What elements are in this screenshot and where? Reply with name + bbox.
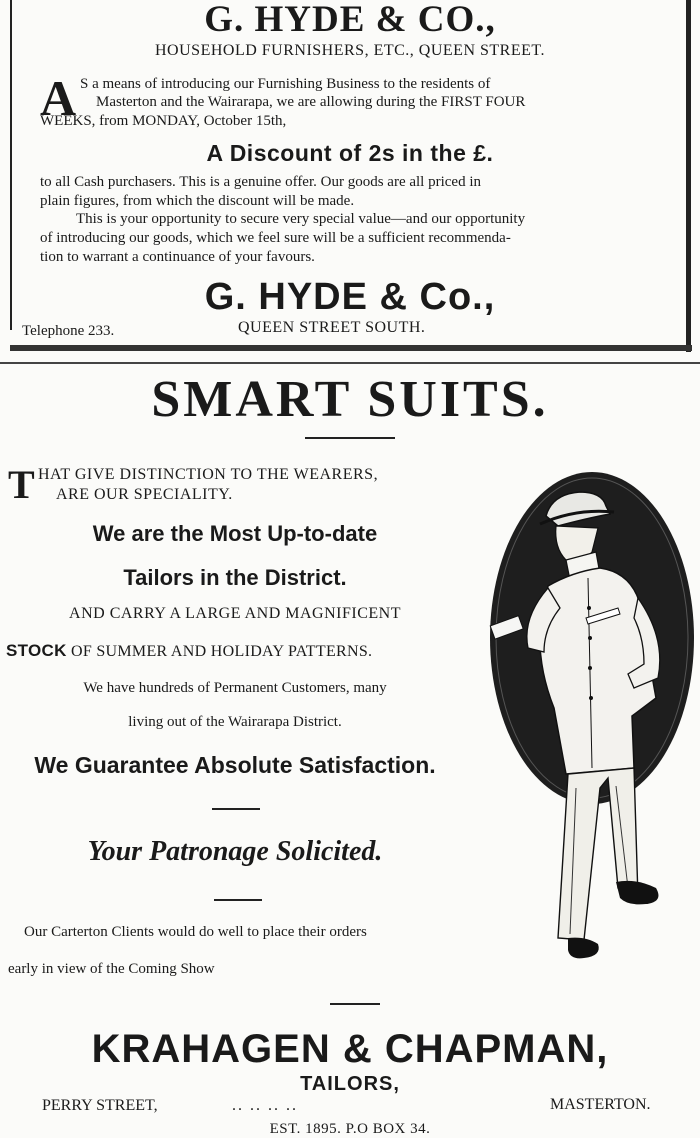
divider-rule bbox=[212, 808, 260, 810]
hyde-intro-line-1: S a means of introducing our Furnishing Business to the residents of bbox=[80, 76, 491, 92]
most-up-to-date-line: We are the Most Up-to-date bbox=[92, 521, 378, 546]
leader-dots: .. .. .. .. bbox=[232, 1097, 298, 1114]
hyde-address: QUEEN STREET SOUTH. bbox=[238, 319, 426, 336]
hyde-discount-heading: A Discount of 2s in the £. bbox=[206, 140, 494, 166]
hyde-opportunity-line-1: This is your opportunity to secure very special value—and our opportunity bbox=[76, 211, 526, 227]
page-divider bbox=[0, 362, 700, 364]
hyde-intro-line-2: Masterton and the Wairarapa, we are allowing during the FIRST FOUR bbox=[96, 94, 526, 110]
stock-word: STOCK bbox=[6, 641, 67, 660]
divider-rule bbox=[305, 437, 395, 439]
hyde-title: G. HYDE & CO., bbox=[204, 0, 496, 40]
town-name: MASTERTON. bbox=[550, 1096, 651, 1113]
carry-stock-line: AND CARRY A LARGE AND MAGNIFICENT bbox=[69, 605, 401, 622]
tailors-in-district-line: Tailors in the District. bbox=[123, 565, 347, 590]
hyde-ad-bottom-border bbox=[10, 345, 692, 351]
guarantee-line: We Guarantee Absolute Satisfaction. bbox=[34, 752, 436, 778]
permanent-customers-line: We have hundreds of Permanent Customers, many bbox=[83, 680, 387, 696]
carterton-line-1: Our Carterton Clients would do well to place their orders bbox=[24, 924, 367, 940]
hyde-subtitle: HOUSEHOLD FURNISHERS, ETC., QUEEN STREET. bbox=[155, 42, 545, 59]
distinction-line-2: ARE OUR SPECIALITY. bbox=[56, 486, 233, 503]
smart-suits-headline: SMART SUITS. bbox=[151, 371, 549, 428]
hyde-signature: G. HYDE & Co., bbox=[204, 276, 496, 318]
hyde-offer-line-2: plain figures, from which the discount will be made. bbox=[40, 193, 355, 209]
divider-rule bbox=[330, 1003, 380, 1005]
hyde-opportunity-line-2: of introducing our goods, which we feel sure will be a sufficient recommenda- bbox=[40, 230, 511, 246]
living-out-line: living out of the Wairarapa District. bbox=[128, 714, 342, 730]
summer-patterns-line bbox=[6, 641, 372, 661]
patronage-solicited: Your Patronage Solicited. bbox=[87, 836, 383, 867]
krahagen-chapman-name: KRAHAGEN & CHAPMAN, bbox=[91, 1027, 609, 1071]
street-address: PERRY STREET, bbox=[42, 1097, 158, 1114]
hyde-telephone: Telephone 233. bbox=[22, 323, 115, 339]
hyde-opportunity-line-3: tion to warrant a continuance of your favours. bbox=[40, 249, 315, 265]
distinction-line-1: HAT GIVE DISTINCTION TO THE WEARERS, bbox=[38, 466, 379, 483]
tailors-label: TAILORS, bbox=[300, 1073, 400, 1095]
divider-rule bbox=[214, 899, 262, 901]
stock-rest: OF SUMMER AND HOLIDAY PATTERNS. bbox=[66, 643, 373, 660]
hyde-drop-cap: A bbox=[40, 70, 77, 126]
hyde-intro-line-3: WEEKS, from MONDAY, October 15th, bbox=[40, 113, 287, 129]
tailor-suit-illustration bbox=[488, 468, 700, 988]
carterton-line-2: early in view of the Coming Show bbox=[8, 961, 215, 977]
krahagen-drop-cap: T bbox=[8, 462, 35, 507]
hyde-offer-line-1: to all Cash purchasers. This is a genuine offer. Our goods are all priced in bbox=[40, 174, 481, 190]
established-po-box: EST. 1895. P.O BOX 34. bbox=[269, 1121, 431, 1137]
